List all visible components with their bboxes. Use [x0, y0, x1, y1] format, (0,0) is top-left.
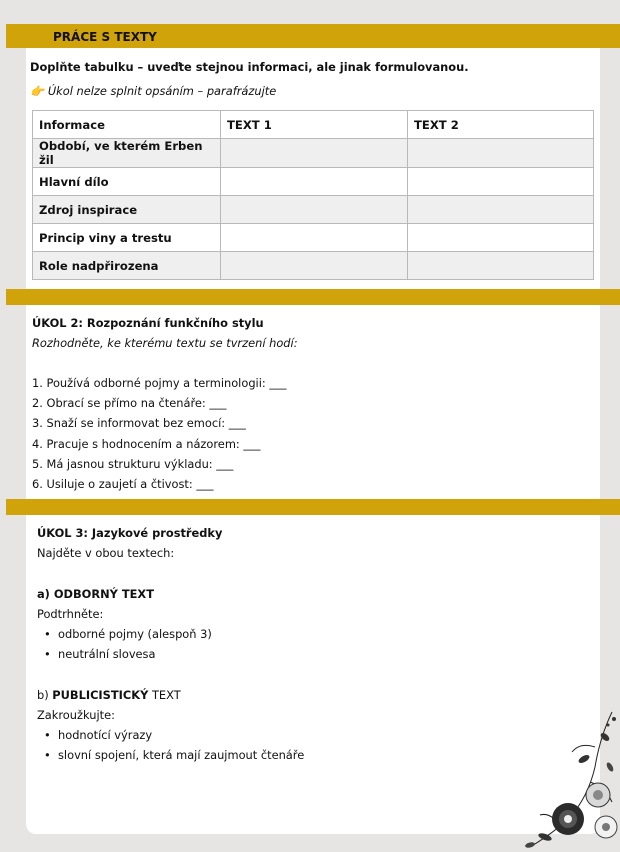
table-row [33, 252, 594, 280]
list-item: • slovní spojení, která mají zaujmout čtenáře [58, 748, 304, 762]
flower-decoration-icon [500, 707, 620, 852]
table-row [33, 168, 594, 196]
section-divider [6, 289, 620, 305]
table-row-label: Zdroj inspirace [33, 196, 221, 224]
task3-a-heading: a) ODBORNÝ TEXT [37, 587, 154, 601]
task2-title: ÚKOL 2: Rozpoznání funkčního stylu [32, 316, 264, 330]
task3-b-heading [37, 688, 181, 702]
table-answer-cell[interactable] [221, 168, 408, 196]
task2-item: 2. Obrací se přímo na čtenáře: ___ [32, 396, 227, 410]
table-row-label: Role nadpřirozena [33, 252, 221, 280]
page-title: PRÁCE S TEXTY [53, 30, 157, 44]
table-row [33, 139, 594, 168]
table-answer-cell[interactable] [408, 224, 594, 252]
table-answer-cell[interactable] [408, 252, 594, 280]
table-answer-cell[interactable] [221, 252, 408, 280]
table-header-cell: TEXT 1 [221, 111, 408, 139]
table-answer-cell[interactable] [221, 224, 408, 252]
table-header-cell: TEXT 2 [408, 111, 594, 139]
table-row-label: Hlavní dílo [33, 168, 221, 196]
task2-item: 6. Usiluje o zaujetí a čtivost: ___ [32, 477, 214, 491]
table-answer-cell[interactable] [408, 139, 594, 168]
table-header-row [33, 111, 594, 139]
task2-item: 5. Má jasnou strukturu výkladu: ___ [32, 457, 234, 471]
table-header-cell: Informace [33, 111, 221, 139]
table-answer-cell[interactable] [221, 139, 408, 168]
task3-intro: Najděte v obou textech: [37, 546, 175, 560]
task3-b-action: Zakroužkujte: [37, 708, 115, 722]
task3-a-action: Podtrhněte: [37, 607, 104, 621]
list-item: • neutrální slovesa [58, 647, 155, 661]
table-row [33, 196, 594, 224]
task1-hint-text: Úkol nelze splnit opsáním – parafrázujte [47, 84, 277, 98]
table-answer-cell[interactable] [408, 196, 594, 224]
task3-b-heading-bold: PUBLICISTICKÝ [52, 688, 149, 702]
table-answer-cell[interactable] [221, 196, 408, 224]
task1-instruction: Doplňte tabulku – uveďte stejnou informaci, ale jinak formulovanou. [30, 60, 469, 74]
task3-title: ÚKOL 3: Jazykové prostředky [37, 526, 223, 540]
task2-item: 3. Snaží se informovat bez emocí: ___ [32, 416, 246, 430]
task2-instruction: Rozhodněte, ke kterému textu se tvrzení hodí: [32, 336, 298, 350]
task2-item: 4. Pracuje s hodnocením a názorem: ___ [32, 437, 261, 451]
table-row [33, 224, 594, 252]
pointing-hand-icon: 👉 [30, 84, 45, 98]
title-band [6, 24, 620, 48]
task2-item: 1. Používá odborné pojmy a terminologii: ___ [32, 376, 287, 390]
list-item: • odborné pojmy (alespoň 3) [58, 627, 212, 641]
task3-b-heading-rest: TEXT [148, 688, 181, 702]
table-row-label: Období, ve kterém Erben žil [33, 139, 221, 168]
table-row-label: Princip viny a trestu [33, 224, 221, 252]
paraphrase-table [32, 110, 594, 280]
table-answer-cell[interactable] [408, 168, 594, 196]
task1-hint [30, 84, 276, 98]
section-divider [6, 499, 620, 515]
task3-b-prefix: b) [37, 688, 53, 702]
list-item: • hodnotící výrazy [58, 728, 152, 742]
